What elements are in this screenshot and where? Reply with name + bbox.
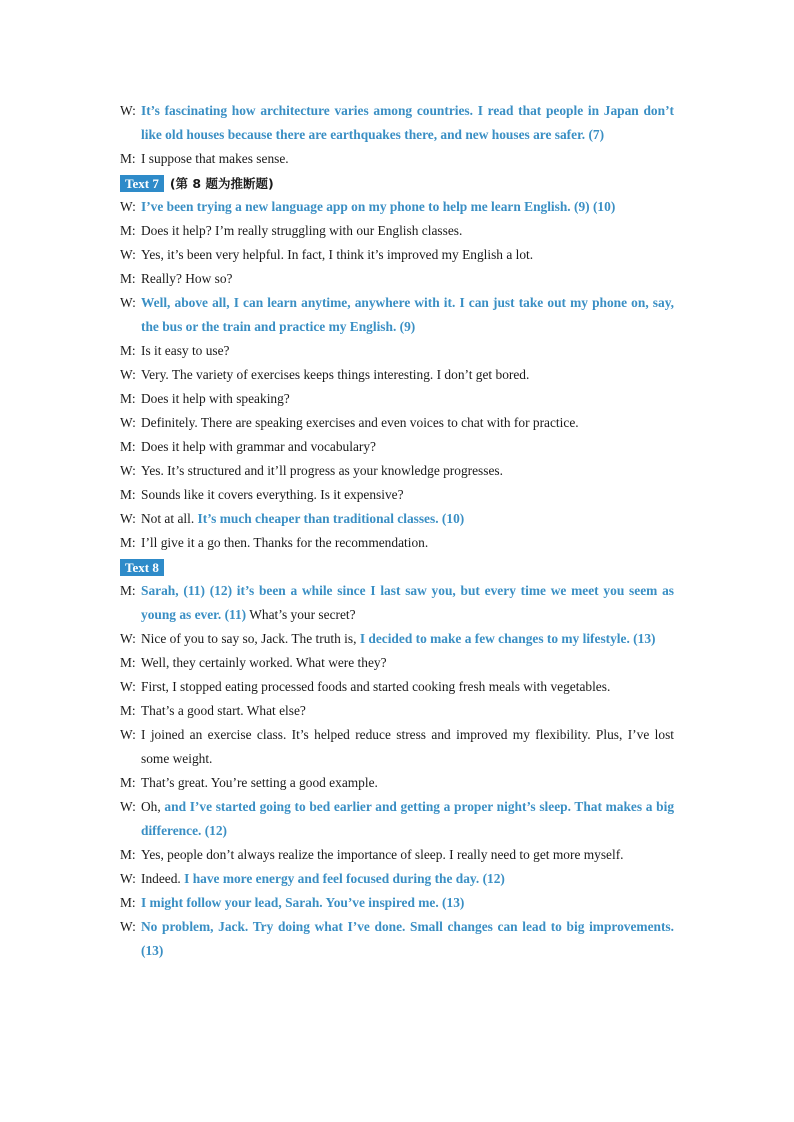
speaker-label: W: — [120, 919, 136, 934]
dialogue-line — [120, 915, 674, 963]
plain-text: I’ll give it a go then. Thanks for the recommendation. — [141, 535, 429, 550]
highlighted-answer-text: It’s much cheaper than traditional classes. (10) — [197, 511, 465, 526]
line-text — [141, 483, 674, 507]
highlighted-answer-text: It’s fascinating how architecture varies among countries. I read that people in Japan don’t like old houses because there are earthquakes there, and new houses are safer. (7) — [141, 103, 674, 142]
line-text — [141, 363, 674, 387]
plain-text: Yes, people don’t always realize the importance of sleep. I really need to get more myself. — [141, 847, 624, 862]
plain-text: Indeed. — [141, 871, 185, 886]
line-text — [141, 195, 674, 219]
line-text — [141, 435, 674, 459]
plain-text: Does it help? I’m really struggling with our English classes. — [141, 223, 463, 238]
text7-label: Text 7 — [120, 175, 164, 192]
dialogue-line — [120, 843, 674, 867]
plain-text: That’s great. You’re setting a good example. — [141, 775, 378, 790]
speaker-label: W: — [120, 679, 136, 694]
speaker-label: W: — [120, 415, 136, 430]
dialogue-line — [120, 411, 674, 435]
speaker-label: M: — [120, 271, 136, 286]
line-text — [141, 771, 674, 795]
transcript-page — [120, 99, 674, 963]
text7-header — [120, 171, 674, 195]
dialogue-line — [120, 795, 674, 843]
dialogue-line — [120, 579, 674, 627]
line-text — [141, 243, 674, 267]
speaker-label: W: — [120, 463, 136, 478]
line-text — [141, 507, 674, 531]
dialogue-line — [120, 675, 674, 699]
line-text — [141, 699, 674, 723]
plain-text: First, I stopped eating processed foods and started cooking fresh meals with vegetables. — [141, 679, 611, 694]
dialogue-line — [120, 507, 674, 531]
line-text — [141, 267, 674, 291]
dialogue-line — [120, 651, 674, 675]
dialogue-line — [120, 867, 674, 891]
dialogue-line — [120, 627, 674, 651]
dialogue-line — [120, 723, 674, 771]
plain-text: Definitely. There are speaking exercises and even voices to chat with for practice. — [141, 415, 579, 430]
speaker-label: M: — [120, 343, 136, 358]
plain-text: Oh, — [141, 799, 165, 814]
line-text — [141, 675, 674, 699]
dialogue-line — [120, 243, 674, 267]
dialogue-line — [120, 99, 674, 147]
plain-text: Does it help with speaking? — [141, 391, 290, 406]
highlighted-answer-text: I might follow your lead, Sarah. You’ve inspired me. (13) — [141, 895, 465, 910]
plain-text: Not at all. — [141, 511, 198, 526]
line-text — [141, 843, 674, 867]
line-text — [141, 387, 674, 411]
speaker-label: M: — [120, 439, 136, 454]
plain-text: I joined an exercise class. It’s helped reduce stress and improved my flexibility. Plus, I’ve lost some weight. — [141, 727, 674, 766]
text6-dialogue — [120, 99, 674, 171]
dialogue-line — [120, 387, 674, 411]
line-text — [141, 795, 674, 843]
highlighted-answer-text: and I’ve started going to bed earlier and getting a proper night’s sleep. That makes a big difference. (12) — [141, 799, 675, 838]
plain-text: Really? How so? — [141, 271, 233, 286]
line-text — [141, 891, 674, 915]
speaker-label: M: — [120, 775, 136, 790]
dialogue-line — [120, 363, 674, 387]
line-text — [141, 99, 674, 147]
dialogue-line — [120, 291, 674, 339]
speaker-label: M: — [120, 583, 136, 598]
dialogue-line — [120, 771, 674, 795]
plain-text: Does it help with grammar and vocabulary? — [141, 439, 377, 454]
speaker-label: W: — [120, 511, 136, 526]
plain-text: I suppose that makes sense. — [141, 151, 289, 166]
speaker-label: M: — [120, 703, 136, 718]
dialogue-line — [120, 435, 674, 459]
text8-label: Text 8 — [120, 559, 164, 576]
line-text — [141, 579, 674, 627]
line-text — [141, 411, 674, 435]
line-text — [141, 627, 674, 651]
highlighted-answer-text: Sarah, (11) (12) it’s been a while since I last saw you, but every time we meet you seem as young as ever. (11) — [141, 583, 674, 622]
highlighted-answer-text: No problem, Jack. Try doing what I’ve done. Small changes can lead to big improvements. (13) — [141, 919, 674, 958]
dialogue-line — [120, 531, 674, 555]
speaker-label: W: — [120, 727, 136, 742]
dialogue-line — [120, 459, 674, 483]
plain-text: What’s your secret? — [246, 607, 356, 622]
speaker-label: M: — [120, 535, 136, 550]
plain-text: Very. The variety of exercises keeps things interesting. I don’t get bored. — [141, 367, 530, 382]
speaker-label: M: — [120, 151, 136, 166]
text7-dialogue — [120, 195, 674, 555]
speaker-label: M: — [120, 895, 136, 910]
highlighted-answer-text: I have more energy and feel focused during the day. (12) — [184, 871, 505, 886]
speaker-label: W: — [120, 199, 136, 214]
line-text — [141, 723, 674, 771]
highlighted-answer-text: I decided to make a few changes to my lifestyle. (13) — [359, 631, 656, 646]
speaker-label: M: — [120, 391, 136, 406]
speaker-label: W: — [120, 871, 136, 886]
highlighted-answer-text: Well, above all, I can learn anytime, anywhere with it. I can just take out my phone on, say, the bus or the train and practice my English. (9) — [141, 295, 674, 334]
text7-note: (第 8 题为推断题) — [169, 176, 274, 191]
speaker-label: W: — [120, 631, 136, 646]
plain-text: Nice of you to say so, Jack. The truth is, — [141, 631, 360, 646]
dialogue-line — [120, 483, 674, 507]
line-text — [141, 459, 674, 483]
line-text — [141, 915, 674, 963]
plain-text: That’s a good start. What else? — [141, 703, 306, 718]
plain-text: Well, they certainly worked. What were they? — [141, 655, 387, 670]
dialogue-line — [120, 267, 674, 291]
dialogue-line — [120, 339, 674, 363]
highlighted-answer-text: I’ve been trying a new language app on my phone to help me learn English. (9) (10) — [141, 199, 616, 214]
speaker-label: M: — [120, 223, 136, 238]
dialogue-line — [120, 147, 674, 171]
plain-text: Yes. It’s structured and it’ll progress as your knowledge progresses. — [141, 463, 503, 478]
speaker-label: M: — [120, 487, 136, 502]
speaker-label: W: — [120, 295, 136, 310]
plain-text: Yes, it’s been very helpful. In fact, I think it’s improved my English a lot. — [141, 247, 534, 262]
line-text — [141, 147, 674, 171]
speaker-label: W: — [120, 247, 136, 262]
line-text — [141, 651, 674, 675]
speaker-label: W: — [120, 367, 136, 382]
plain-text: Is it easy to use? — [141, 343, 230, 358]
dialogue-line — [120, 891, 674, 915]
speaker-label: W: — [120, 103, 136, 118]
speaker-label: M: — [120, 847, 136, 862]
dialogue-line — [120, 195, 674, 219]
line-text — [141, 867, 674, 891]
speaker-label: W: — [120, 799, 136, 814]
line-text — [141, 291, 674, 339]
text8-dialogue — [120, 579, 674, 963]
dialogue-line — [120, 699, 674, 723]
dialogue-line — [120, 219, 674, 243]
line-text — [141, 531, 674, 555]
text8-header — [120, 555, 674, 579]
line-text — [141, 219, 674, 243]
plain-text: Sounds like it covers everything. Is it expensive? — [141, 487, 404, 502]
speaker-label: M: — [120, 655, 136, 670]
line-text — [141, 339, 674, 363]
